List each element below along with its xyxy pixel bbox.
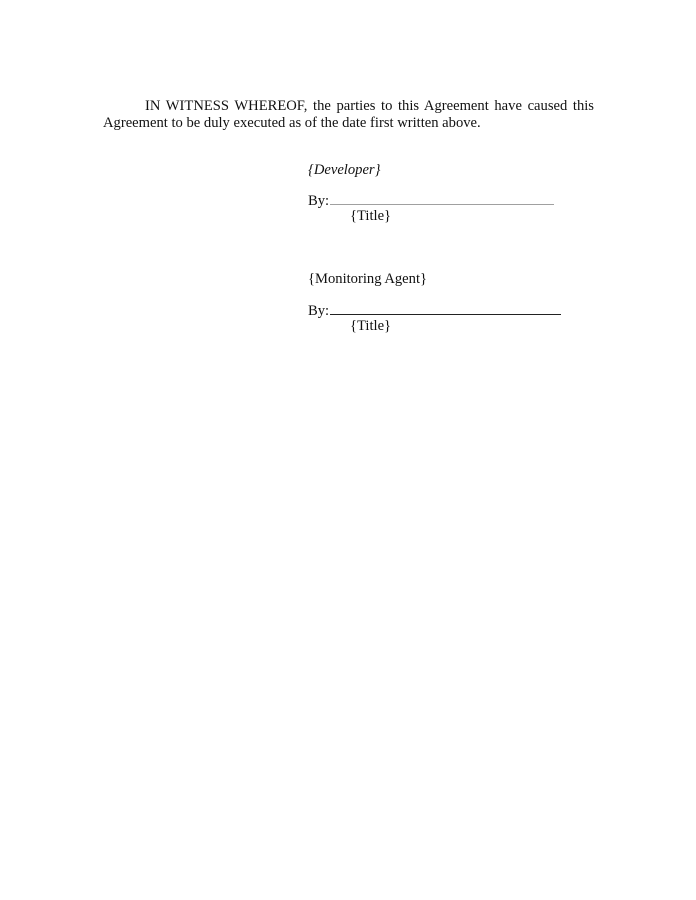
signature-line (330, 313, 561, 315)
developer-signature-line[interactable] (308, 193, 554, 210)
developer-title: {Title} (350, 208, 392, 224)
developer-party-label: {Developer} (308, 162, 381, 178)
monitoring-agent-title: {Title} (350, 318, 392, 334)
by-label: By: (308, 303, 330, 319)
monitoring-agent-signature-line[interactable] (308, 303, 561, 320)
witness-text: IN WITNESS WHEREOF, the parties to this Agreement have caused this Agreement to be duly executed as of the date first written above. (103, 98, 594, 131)
monitoring-agent-party-label: {Monitoring Agent} (308, 271, 428, 287)
by-label: By: (308, 193, 330, 209)
witness-paragraph (103, 98, 594, 132)
signature-line (330, 203, 554, 205)
